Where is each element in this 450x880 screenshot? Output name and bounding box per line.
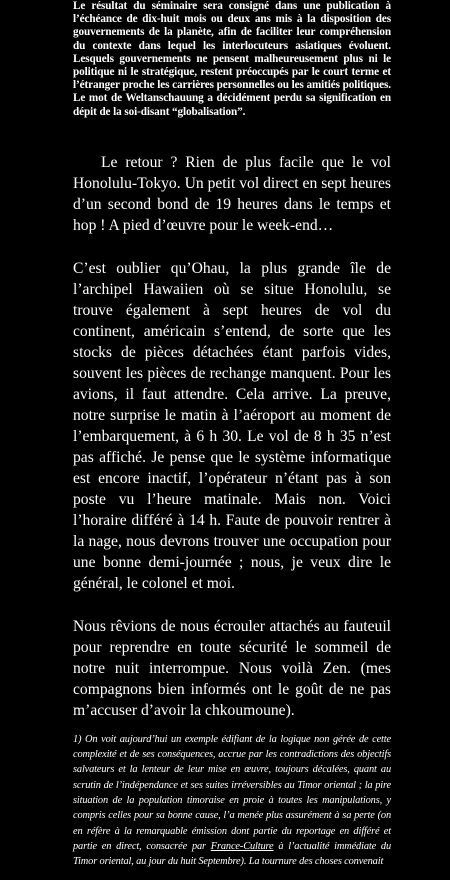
intro-paragraph: Le résultat du séminaire sera consigné dans une publication à l’échéance de dix-huit mois ou deux ans mis à la disposition des gouvernements de la planète, afin de faciliter leur compréhension du contexte dans lequel les interlocuteurs asiatiques évoluent. Lesquels gouvernements ne pensent malheureusement plus ni le politique ni le stratégique, restent préoccupés par le court terme et l’étranger proche les carrières personnelles ou les amitiés politiques. Le mot de Weltanschauung a décidément perdu sa signification en dépit de la soi-disant “globalisation”. bbox=[73, 0, 391, 118]
document-page bbox=[73, 0, 391, 880]
paragraph-zen: Nous rêvions de nous écrouler attachés au fauteuil pour reprendre en toute sécurité le sommeil de notre nuit interrompue. Nous voilà Zen. (mes compagnons bien informés ont le goût de ne pas m’accuser d’avoir la chkoumoune). bbox=[73, 617, 391, 719]
paragraph-ohau-delay: C’est oublier qu’Ohau, la plus grande île de l’archipel Hawaiien où se situe Honolulu, se trouve également à sept heures de vol du continent, américain s’entend, de sorte que les stocks de pièces détachées étant parfois vides, souvent les pièces de rechange manquent. Pour les avions, il faut attendre. Cela arrive. La preuve, notre surprise le matin à l’aéroport au moment de l’embarquement, à 6 h 30. Le vol de 8 h 35 n’est pas affiché. Je pense que le système informatique est encore inactif, l’opérateur n’étant pas à son poste vu l’heure matinale. Mais non. Voici l’horaire différé à 14 h. Faute de pouvoir rentrer à la nage, nous devrons trouver une occupation pour une bonne demi-journée ; nous, je veux dire le général, le colonel et moi. bbox=[73, 259, 391, 592]
footnote bbox=[73, 732, 391, 870]
footnote-text-before: 1) On voit aujourd’hui un exemple édifiant de la logique non gérée de cette complexité et de ses conséquences, accrue par les contradictions des objectifs salvateurs et la lenteur de leur mise en œuvre, toujours décalées, quant au scrutin de l’indépendance et ses suites irréversibles au Timor oriental ; la pire situation de la population timoraise en proie à toutes les manipulations, y compris celles pour sa bonne cause, l’a menée plus assurément à sa perte (on en réfère à la remarquable émission dont partie du reportage en différé et partie en direct, consacrée par bbox=[73, 733, 391, 852]
footnote-underlined-source: France-Culture bbox=[210, 840, 274, 852]
paragraph-return-flight: Le retour ? Rien de plus facile que le vol Honolulu-Tokyo. Un petit vol direct en sept heures d’un second bond de 19 heures dans le temps et hop ! A pied d’œuvre pour le week-end… bbox=[73, 153, 391, 234]
footnote-text-after: à l’actualité immédiate du Timor oriental, au jour du huit Septembre). La tournure des choses convenait bbox=[73, 840, 391, 868]
